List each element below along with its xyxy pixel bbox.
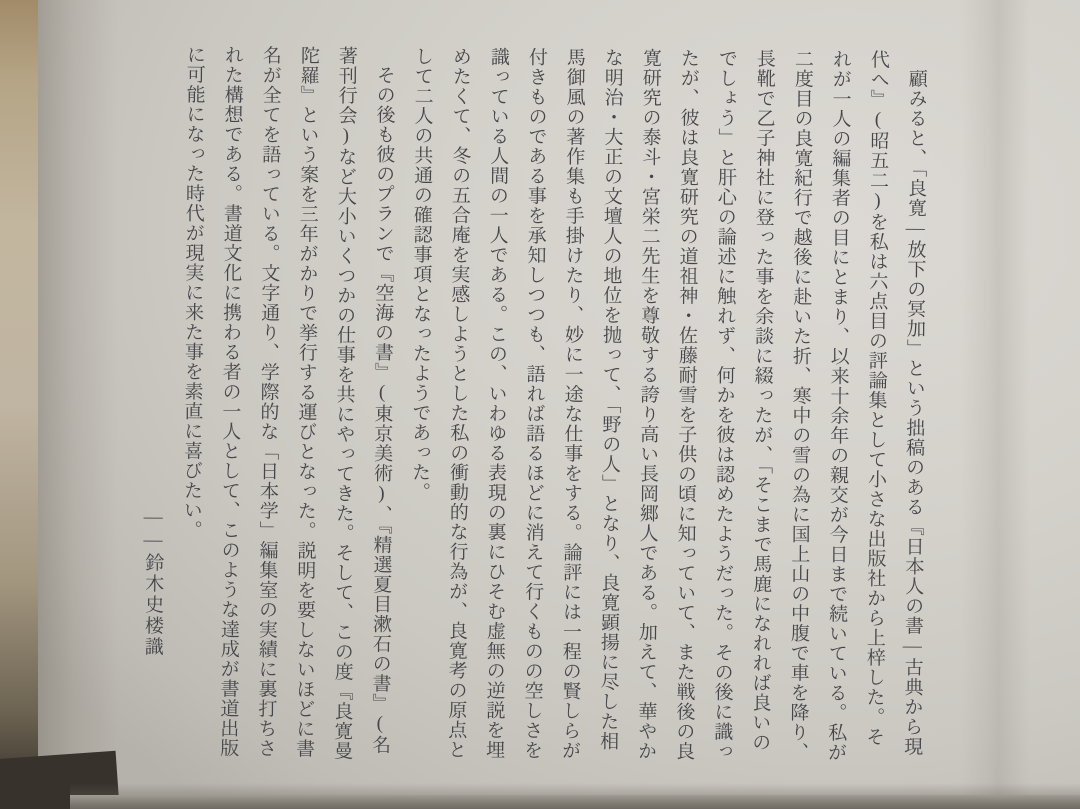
page-spine-shadow [38,0,118,809]
background-left-edge [0,0,38,809]
afterword-paragraph-2: その後も彼のプランで『空海の書』(東京美術)、『精選夏目漱石の書』(名著刊行会)など大小いくつかの仕事を共にやってきた。そして、この度『良寛曼陀羅』という案を三年がかりで挙行する運びとなった。説明を要しないほどに書名が全てを語っている。文字通り、学際的な「日本学」編集室の実績に裏打ちされた構想である。書道文化に携わる者の一人として、このような達成が書道出版に可能になった時代が現実に来た事を素直に喜びたい。 [180,44,395,761]
page-bottom-shadow [70,783,1080,795]
afterword-paragraph-1: 顧みると、「良寛―放下の冥加」という拙稿のある『日本人の書―古典から現代へ』(昭五二)を私は六点目の評論集として小さな出版社から上梓した。それが一人の編集者の目にとまり、以来十余年の親交が今日まで続いている。私が二度目の良寛紀行で越後に赴いた折、寒中の雪の為に国上山の中腹で車を降り、長靴で乙子神社に登った事を余談に綴ったが、「そこまで馬鹿になれれば良いのでしょう」と肝心の論述に触れず、何かを彼は認めたようだった。その後に識ったが、彼は良寛研究の道祖神・佐藤耐雪を子供の頃に知っていて、また戦後の良寛研究の泰斗・宮栄二先生を尊敬する誇り高い長岡郷人である。加えて、華やかな明治・大正の文壇人の地位を抛って、「野の人」となり、良寛顕揚に尽した相馬御風の著作集も手掛けたり、妙に一途な仕事をする。論評には一程の賢しらが付きものである事を承知しつつも、語れば語るほどに消えて行くものの空しさを識っている人間の一人である。この、いわゆる表現の裏にひそむ虚無の逆説を埋めたくて、冬の五合庵を実感しようとした私の衝動的な行為が、良寛考の原点として二人の共通の確認事項となったようであった。 [408,46,927,763]
page-crease-shading [960,0,1030,809]
afterword-text-block [120,44,935,766]
author-signature: ――鈴木史楼識 [141,506,164,658]
book-bottom-edge [70,795,1080,809]
